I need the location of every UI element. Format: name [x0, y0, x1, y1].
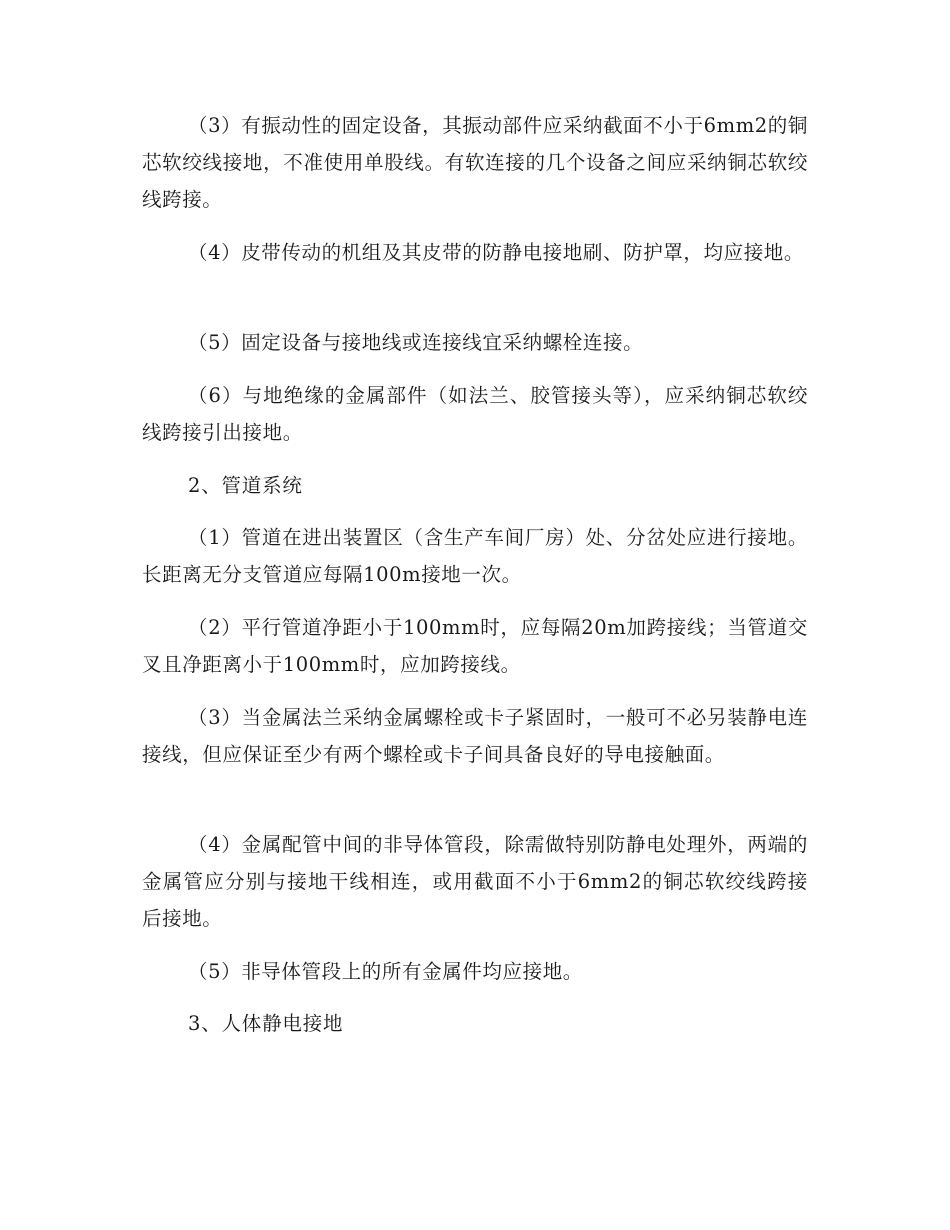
paragraph-metal-fittings: （5）非导体管段上的所有金属件均应接地。	[188, 960, 583, 983]
paragraph-non-conductor-pipe: （4）金属配管中间的非导体管段，除需做特别防静电处理外，两端的金属管应分别与接地干线相连，或用截面不小于6mm2的铜芯软绞线跨接后接地。	[142, 833, 808, 930]
paragraph-insulated-metal-parts: （6）与地绝缘的金属部件（如法兰、胶管接头等），应采纳铜芯软绞线跨接引出接地。	[142, 384, 808, 444]
section-heading-human-body-grounding: 3、人体静电接地	[188, 1012, 344, 1035]
paragraph-parallel-pipes: （2）平行管道净距小于100mm时，应每隔20m加跨接线；当管道交叉且净距离小于100mm时，应加跨接线。	[142, 616, 808, 676]
paragraph-vibration-equipment: （3）有振动性的固定设备，其振动部件应采纳截面不小于6mm2的铜芯软绞线接地，不准使用单股线。有软连接的几个设备之间应采纳铜芯软绞线跨接。	[142, 114, 808, 211]
paragraph-belt-drive: （4）皮带传动的机组及其皮带的防静电接地刷、防护罩，均应接地。	[188, 241, 805, 264]
section-heading-piping-system: 2、管道系统	[188, 474, 303, 497]
paragraph-pipe-entry-grounding: （1）管道在进出装置区（含生产车间厂房）处、分岔处应进行接地。长距离无分支管道应每隔100m接地一次。	[142, 526, 808, 586]
paragraph-flange-bolts: （3）当金属法兰采纳金属螺栓或卡子紧固时，一般可不必另装静电连接线，但应保证至少有两个螺栓或卡子间具备良好的导电接触面。	[142, 706, 808, 766]
paragraph-bolt-connection: （5）固定设备与接地线或连接线宜采纳螺栓连接。	[188, 331, 644, 354]
